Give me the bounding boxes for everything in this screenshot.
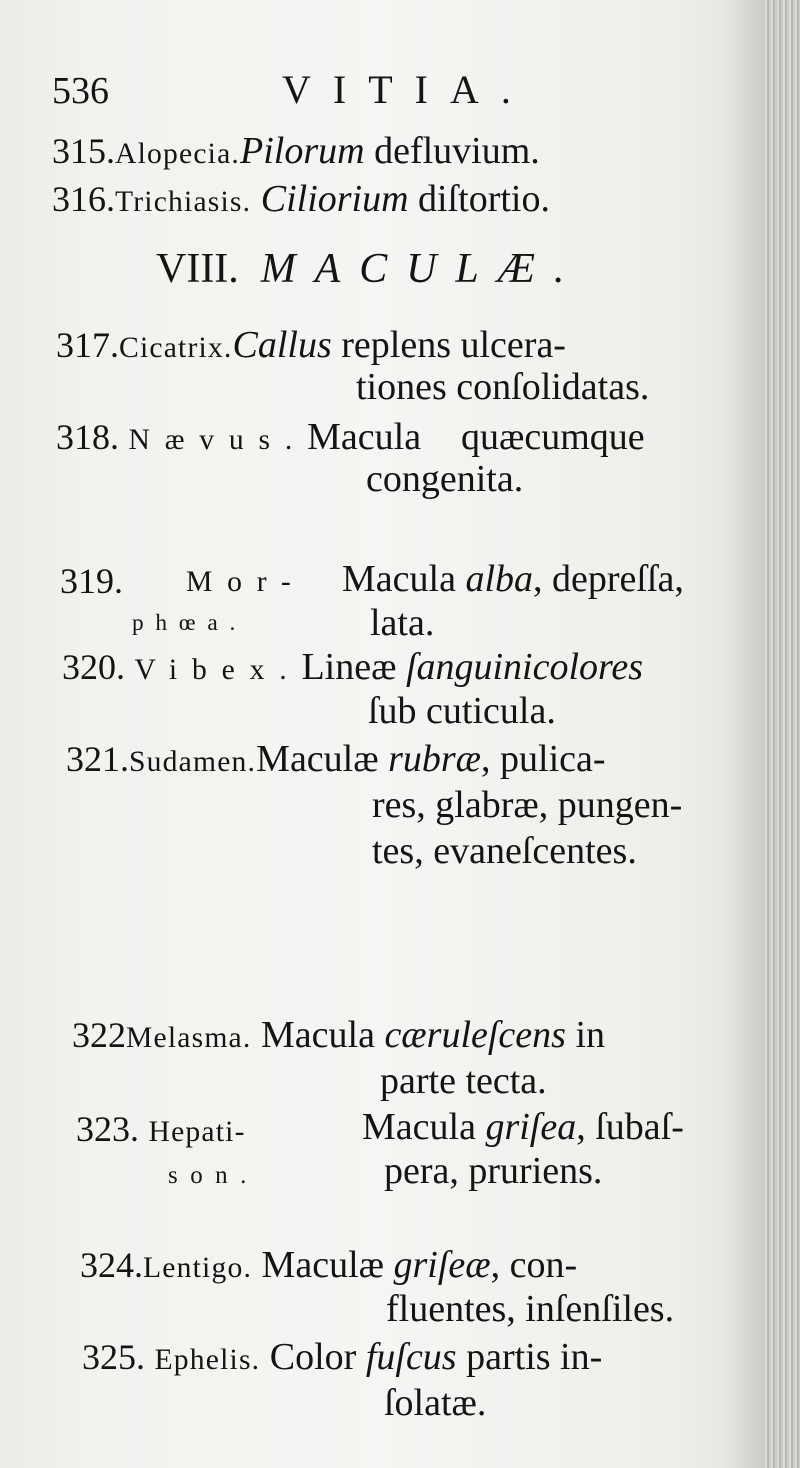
entry-number: 319. xyxy=(60,561,123,601)
entry-319-line1 xyxy=(60,562,123,600)
section-title: MACULÆ. xyxy=(260,246,584,292)
entry-term: Lentigo. xyxy=(143,1252,253,1284)
entry-number: 317. xyxy=(56,325,119,365)
entry-number: 316. xyxy=(52,179,115,219)
entry-term: Trichiasis. xyxy=(115,186,252,218)
entry-number: 321. xyxy=(66,739,129,779)
entry-italic: Pilorum xyxy=(240,130,365,172)
entry-323-def1: Macula griſea, ſubaſ- xyxy=(362,1106,684,1148)
entry-number: 322 xyxy=(72,1015,126,1055)
entry-323-term2: son. xyxy=(168,1162,259,1189)
page-number: 536 xyxy=(52,70,109,112)
entry-definition: diſtortio. xyxy=(418,178,550,220)
entry-number: 318. xyxy=(56,417,119,457)
entry-definition: defluvium. xyxy=(374,130,540,172)
entry-italic: Ciliorium xyxy=(260,178,409,220)
entry-322-line2: parte tecta. xyxy=(380,1060,547,1102)
entry-325-line1: 325. Ephelis. Color fuſcus partis in- xyxy=(82,1336,603,1378)
entry-324-line2: fluentes, inſenſiles. xyxy=(386,1288,675,1330)
entry-319-def1: Macula alba, depreſſa, xyxy=(342,558,684,600)
entry-319-term2: phœa. xyxy=(132,610,248,636)
entry-321-line2: res, glabræ, pungen- xyxy=(372,784,683,826)
running-head: VITIA. xyxy=(282,67,533,112)
entry-definition: Macula quæcumque xyxy=(307,416,645,458)
entry-321-line3: tes, evaneſcentes. xyxy=(372,830,637,872)
entry-323-line1 xyxy=(76,1110,246,1148)
entry-319-def2: lata. xyxy=(370,602,435,644)
entry-term: Hepati- xyxy=(148,1116,246,1148)
entry-315 xyxy=(52,132,540,170)
entry-319-term1: Mor- xyxy=(186,566,306,598)
page-edge xyxy=(764,0,800,1468)
entry-318-line2: congenita. xyxy=(366,458,524,500)
entry-325-line2: ſolatæ. xyxy=(384,1382,487,1424)
entry-320-line2: ſub cuticula. xyxy=(368,690,556,732)
entry-317-line1 xyxy=(56,326,566,364)
entry-323-def2: pera, pruriens. xyxy=(384,1150,603,1192)
entry-324-line1: 324.Lentigo. Maculæ griſeæ, con- xyxy=(80,1244,578,1286)
entry-definition: Lineæ xyxy=(301,646,397,688)
entry-term: Vibex. xyxy=(134,654,302,686)
entry-term: Nævus. xyxy=(128,424,308,456)
entry-term: Cicatrix. xyxy=(119,332,233,364)
section-heading xyxy=(156,248,583,290)
entry-320-line1: 320. Vibex.Lineæ ſanguinicolores xyxy=(62,646,644,688)
entry-317-line2: tiones conſolidatas. xyxy=(356,366,650,408)
entry-term: Alopecia. xyxy=(115,138,241,170)
entry-number: 320. xyxy=(62,647,125,687)
entry-term: Melasma. xyxy=(126,1022,252,1054)
entry-italic: Callus xyxy=(232,324,332,366)
entry-number: 315. xyxy=(52,131,115,171)
entry-number: 324. xyxy=(80,1245,143,1285)
entry-number: 325. xyxy=(82,1337,145,1377)
entry-316 xyxy=(52,180,550,218)
entry-321-line1: 321.Sudamen.Maculæ rubræ, pulica- xyxy=(66,738,606,780)
entry-term: Ephelis. xyxy=(154,1344,261,1376)
entry-term: Sudamen. xyxy=(129,746,257,778)
entry-definition: replens ulcera- xyxy=(341,324,566,366)
entry-322-line1: 322Melasma. Macula cæruleſcens in xyxy=(72,1014,606,1056)
section-numeral: VIII. xyxy=(156,246,239,292)
entry-number: 323. xyxy=(76,1109,139,1149)
entry-318-line1 xyxy=(56,418,645,456)
